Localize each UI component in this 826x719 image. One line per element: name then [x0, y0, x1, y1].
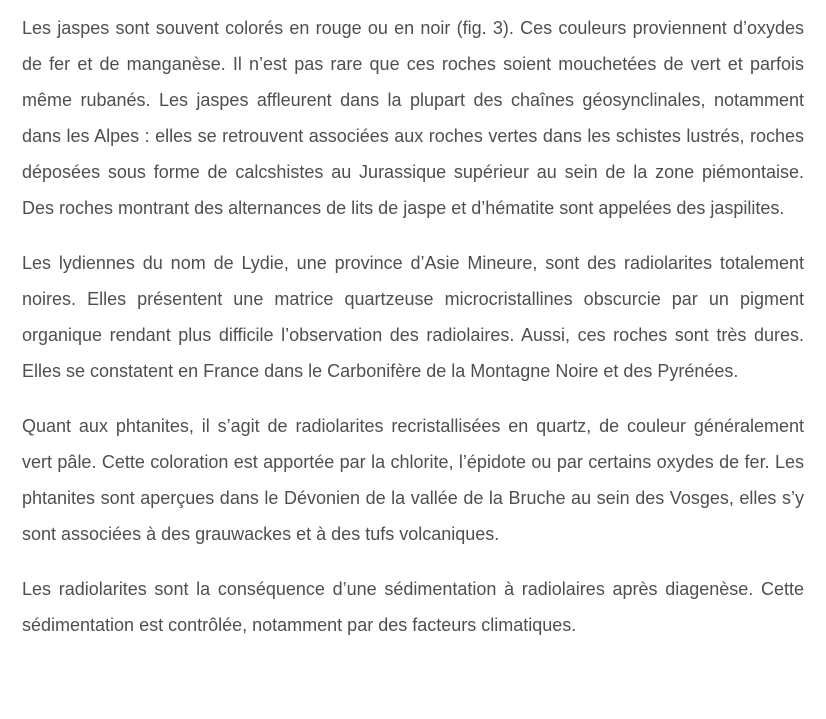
article-body: [22, 10, 804, 643]
paragraph-lydiennes: Les lydiennes du nom de Lydie, une province d’Asie Mineure, sont des radiolarites totalement noires. Elles présentent une matrice quartzeuse microcristallines obscurcie par un pigment organique rendant plus difficile l’observation des radiolaires. Aussi, ces roches sont très dures. Elles se constatent en France dans le Carbonifère de la Montagne Noire et des Pyrénées.: [22, 253, 804, 381]
paragraph-phtanites: Quant aux phtanites, il s’agit de radiolarites recristallisées en quartz, de couleur généralement vert pâle. Cette coloration est apportée par la chlorite, l’épidote ou par certains oxydes de fer. Les phtanites sont aperçues dans le Dévonien de la vallée de la Bruche au sein des Vosges, elles s’y sont associées à des grauwackes et à des tufs volcaniques.: [22, 416, 804, 544]
paragraph-jaspes: Les jaspes sont souvent colorés en rouge ou en noir (fig. 3). Ces couleurs proviennent d’oxydes de fer et de manganèse. Il n’est pas rare que ces roches soient mouchetées de vert et parfois même rubanés. Les jaspes affleurent dans la plupart des chaînes géosynclinales, notamment dans les Alpes : elles se retrouvent associées aux roches vertes dans les schistes lustrés, roches déposées sous forme de calcshistes au Jurassique supérieur au sein de la zone piémontaise. Des roches montrant des alternances de lits de jaspe et d’hématite sont appelées des jaspilites.: [22, 18, 804, 218]
paragraph-radiolarites: Les radiolarites sont la conséquence d’une sédimentation à radiolaires après diagenèse. Cette sédimentation est contrôlée, notamment par des facteurs climatiques.: [22, 579, 804, 635]
